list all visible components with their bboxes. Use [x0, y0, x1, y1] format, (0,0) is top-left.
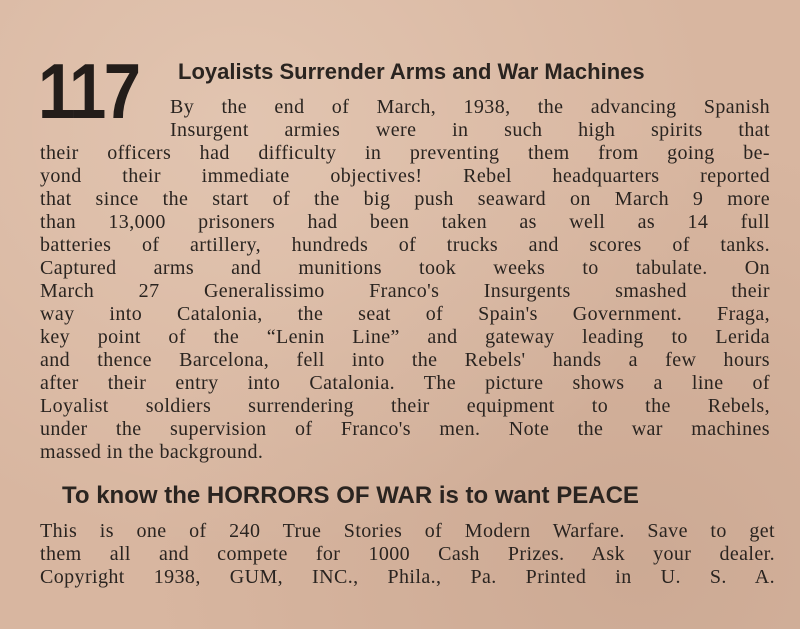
- story-line: and thence Barcelona, fell into the Rebels' hands a few hours: [40, 349, 770, 371]
- story-text: [40, 96, 770, 464]
- card-title: Loyalists Surrender Arms and War Machines: [178, 59, 645, 84]
- story-line: By the end of March, 1938, the advancing Spanish: [170, 96, 770, 118]
- story-line: that since the start of the big push seaward on March 9 more: [40, 188, 770, 210]
- footer-line: This is one of 240 True Stories of Modern Warfare. Save to get: [40, 520, 775, 542]
- story-line: their officers had difficulty in preventing them from going be-: [40, 142, 770, 164]
- story-line: key point of the “Lenin Line” and gateway leading to Lerida: [40, 326, 770, 348]
- card-number: 117: [38, 47, 139, 135]
- story-line: yond their immediate objectives! Rebel headquarters reported: [40, 165, 770, 187]
- story-line: Insurgent armies were in such high spirits that: [170, 119, 770, 141]
- story-line: way into Catalonia, the seat of Spain's Government. Fraga,: [40, 303, 770, 325]
- slogan: To know the HORRORS OF WAR is to want PEACE: [62, 482, 639, 509]
- footer-line: Copyright 1938, GUM, INC., Phila., Pa. Printed in U. S. A.: [40, 566, 775, 588]
- story-line: under the supervision of Franco's men. Note the war machines: [40, 418, 770, 440]
- footer-text: [40, 520, 775, 589]
- footer-line: them all and compete for 1000 Cash Prizes. Ask your dealer.: [40, 543, 775, 565]
- story-line: March 27 Generalissimo Franco's Insurgents smashed their: [40, 280, 770, 302]
- story-line: than 13,000 prisoners had been taken as well as 14 full: [40, 211, 770, 233]
- story-line: batteries of artillery, hundreds of trucks and scores of tanks.: [40, 234, 770, 256]
- story-line: after their entry into Catalonia. The picture shows a line of: [40, 372, 770, 394]
- story-line: Captured arms and munitions took weeks to tabulate. On: [40, 257, 770, 279]
- story-line: massed in the background.: [40, 441, 264, 463]
- story-line: Loyalist soldiers surrendering their equipment to the Rebels,: [40, 395, 770, 417]
